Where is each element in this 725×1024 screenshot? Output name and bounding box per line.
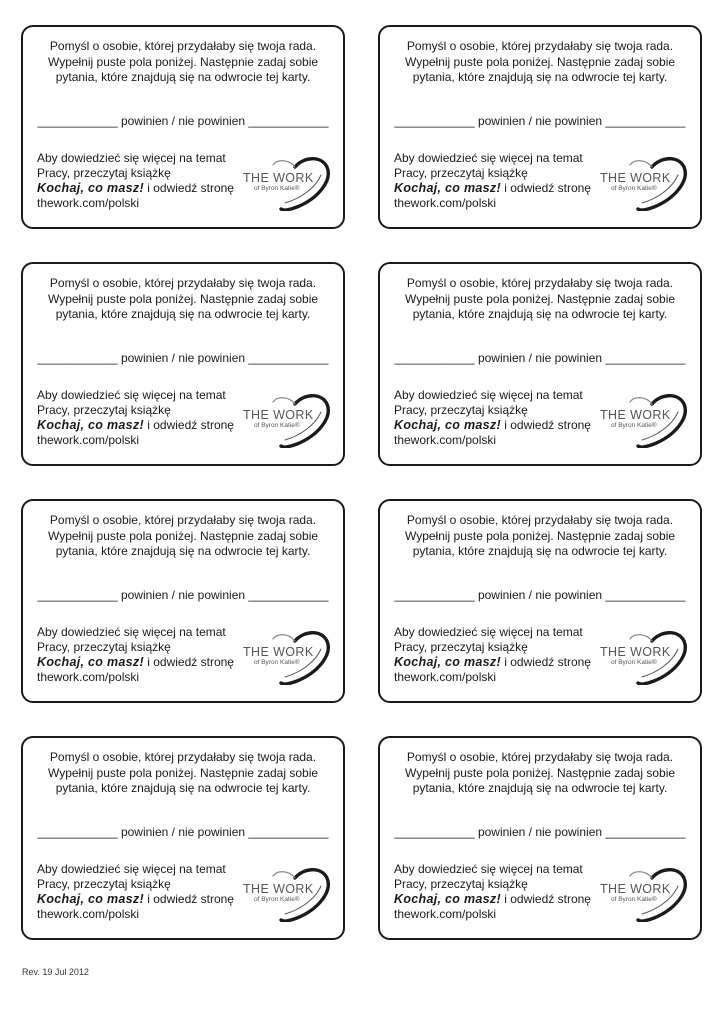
intro-line-3: pytania, które znajdują się na odwrocie tej karty. (412, 544, 668, 558)
website: thework.com/polski (394, 196, 497, 210)
logo-subtext: of Byron Katie® (611, 896, 657, 903)
logo-wordmark: THE WORK (600, 882, 671, 896)
info-line-1: Aby dowiedzieć się więcej na temat (37, 151, 226, 165)
intro-line-3: pytania, które znajdują się na odwrocie tej karty. (412, 307, 668, 321)
intro-line-3: pytania, które znajdują się na odwrocie tej karty. (55, 307, 311, 321)
intro-line-3: pytania, które znajdują się na odwrocie tej karty. (55, 70, 311, 84)
info-line-1: Aby dowiedzieć się więcej na temat (394, 625, 583, 639)
book-title: Kochaj, co masz! (37, 181, 144, 195)
logo-subtext: of Byron Katie® (611, 422, 657, 429)
card-intro (390, 750, 690, 797)
card (378, 736, 702, 940)
intro-line-1: Pomyśl o osobie, której przydałaby się twoja rada. (406, 513, 674, 527)
logo-subtext: of Byron Katie® (254, 659, 300, 666)
card-intro (390, 276, 690, 323)
card-intro (33, 750, 333, 797)
info-text (37, 862, 247, 922)
info-line-2: Pracy, przeczytaj książkę (37, 403, 171, 417)
info-line-1: Aby dowiedzieć się więcej na temat (394, 151, 583, 165)
logo-wordmark: THE WORK (600, 171, 671, 185)
logo-subtext: of Byron Katie® (254, 422, 300, 429)
info-line-2: Pracy, przeczytaj książkę (37, 877, 171, 891)
info-line-1: Aby dowiedzieć się więcej na temat (394, 862, 583, 876)
book-title: Kochaj, co masz! (394, 655, 501, 669)
info-line-2: Pracy, przeczytaj książkę (394, 640, 528, 654)
book-title: Kochaj, co masz! (37, 655, 144, 669)
website: thework.com/polski (37, 433, 140, 447)
fill-in-blanks: ____________ powinien / nie powinien ____________ (394, 114, 686, 128)
info-text (37, 151, 247, 211)
the-work-logo (594, 629, 694, 685)
card (378, 262, 702, 466)
intro-line-2: Wypełnij puste pola poniżej. Następnie zadaj sobie (47, 765, 319, 780)
website: thework.com/polski (37, 670, 140, 684)
book-title: Kochaj, co masz! (394, 181, 501, 195)
intro-line-3: pytania, które znajdują się na odwrocie tej karty. (55, 781, 311, 795)
the-work-logo (237, 629, 337, 685)
fill-in-blanks: ____________ powinien / nie powinien ____________ (394, 825, 686, 839)
logo-wordmark: THE WORK (243, 882, 314, 896)
info-line-3: i odwiedź stronę (500, 181, 591, 195)
the-work-logo (594, 392, 694, 448)
the-work-logo (594, 866, 694, 922)
logo-wordmark: THE WORK (243, 645, 314, 659)
card (378, 25, 702, 229)
intro-line-2: Wypełnij puste pola poniżej. Następnie zadaj sobie (404, 54, 676, 69)
card (378, 499, 702, 703)
info-line-3: i odwiedź stronę (500, 418, 591, 432)
info-line-3: i odwiedź stronę (500, 655, 591, 669)
intro-line-1: Pomyśl o osobie, której przydałaby się twoja rada. (406, 39, 674, 53)
intro-line-3: pytania, które znajdują się na odwrocie tej karty. (412, 781, 668, 795)
info-line-2: Pracy, przeczytaj książkę (394, 166, 528, 180)
intro-line-1: Pomyśl o osobie, której przydałaby się twoja rada. (49, 276, 317, 290)
the-work-logo (594, 155, 694, 211)
intro-line-3: pytania, które znajdują się na odwrocie tej karty. (55, 544, 311, 558)
card (21, 262, 345, 466)
info-text (394, 151, 604, 211)
logo-wordmark: THE WORK (243, 171, 314, 185)
info-line-1: Aby dowiedzieć się więcej na temat (37, 862, 226, 876)
info-line-1: Aby dowiedzieć się więcej na temat (37, 388, 226, 402)
website: thework.com/polski (394, 907, 497, 921)
card-intro (33, 276, 333, 323)
intro-line-1: Pomyśl o osobie, której przydałaby się twoja rada. (49, 750, 317, 764)
card-intro (390, 513, 690, 560)
logo-subtext: of Byron Katie® (611, 659, 657, 666)
fill-in-blanks: ____________ powinien / nie powinien ____________ (394, 588, 686, 602)
logo-wordmark: THE WORK (243, 408, 314, 422)
fill-in-blanks: ____________ powinien / nie powinien ____________ (394, 351, 686, 365)
info-text (37, 625, 247, 685)
info-line-3: i odwiedź stronę (143, 181, 234, 195)
intro-line-2: Wypełnij puste pola poniżej. Następnie zadaj sobie (47, 528, 319, 543)
info-text (394, 625, 604, 685)
intro-line-2: Wypełnij puste pola poniżej. Następnie zadaj sobie (47, 291, 319, 306)
intro-line-3: pytania, które znajdują się na odwrocie tej karty. (412, 70, 668, 84)
fill-in-blanks: ____________ powinien / nie powinien ____________ (37, 351, 329, 365)
intro-line-1: Pomyśl o osobie, której przydałaby się twoja rada. (49, 39, 317, 53)
info-line-1: Aby dowiedzieć się więcej na temat (37, 625, 226, 639)
info-line-2: Pracy, przeczytaj książkę (37, 640, 171, 654)
logo-wordmark: THE WORK (600, 408, 671, 422)
info-text (394, 862, 604, 922)
website: thework.com/polski (37, 907, 140, 921)
intro-line-1: Pomyśl o osobie, której przydałaby się twoja rada. (406, 750, 674, 764)
intro-line-1: Pomyśl o osobie, której przydałaby się twoja rada. (49, 513, 317, 527)
card (21, 736, 345, 940)
info-line-3: i odwiedź stronę (143, 418, 234, 432)
info-line-2: Pracy, przeczytaj książkę (394, 403, 528, 417)
info-text (37, 388, 247, 448)
logo-subtext: of Byron Katie® (254, 185, 300, 192)
intro-line-2: Wypełnij puste pola poniżej. Następnie zadaj sobie (404, 291, 676, 306)
info-line-2: Pracy, przeczytaj książkę (394, 877, 528, 891)
book-title: Kochaj, co masz! (394, 418, 501, 432)
the-work-logo (237, 866, 337, 922)
info-line-3: i odwiedź stronę (143, 892, 234, 906)
intro-line-2: Wypełnij puste pola poniżej. Następnie zadaj sobie (404, 528, 676, 543)
card (21, 25, 345, 229)
fill-in-blanks: ____________ powinien / nie powinien ____________ (37, 825, 329, 839)
card (21, 499, 345, 703)
card-intro (33, 39, 333, 86)
logo-wordmark: THE WORK (600, 645, 671, 659)
card-intro (390, 39, 690, 86)
info-line-3: i odwiedź stronę (500, 892, 591, 906)
website: thework.com/polski (394, 670, 497, 684)
info-line-2: Pracy, przeczytaj książkę (37, 166, 171, 180)
info-line-1: Aby dowiedzieć się więcej na temat (394, 388, 583, 402)
intro-line-2: Wypełnij puste pola poniżej. Następnie zadaj sobie (404, 765, 676, 780)
revision-note: Rev. 19 Jul 2012 (22, 967, 89, 977)
logo-subtext: of Byron Katie® (611, 185, 657, 192)
book-title: Kochaj, co masz! (37, 892, 144, 906)
book-title: Kochaj, co masz! (37, 418, 144, 432)
book-title: Kochaj, co masz! (394, 892, 501, 906)
fill-in-blanks: ____________ powinien / nie powinien ____________ (37, 114, 329, 128)
website: thework.com/polski (37, 196, 140, 210)
info-text (394, 388, 604, 448)
info-line-3: i odwiedź stronę (143, 655, 234, 669)
intro-line-1: Pomyśl o osobie, której przydałaby się twoja rada. (406, 276, 674, 290)
the-work-logo (237, 155, 337, 211)
fill-in-blanks: ____________ powinien / nie powinien ____________ (37, 588, 329, 602)
intro-line-2: Wypełnij puste pola poniżej. Następnie zadaj sobie (47, 54, 319, 69)
card-intro (33, 513, 333, 560)
website: thework.com/polski (394, 433, 497, 447)
the-work-logo (237, 392, 337, 448)
logo-subtext: of Byron Katie® (254, 896, 300, 903)
